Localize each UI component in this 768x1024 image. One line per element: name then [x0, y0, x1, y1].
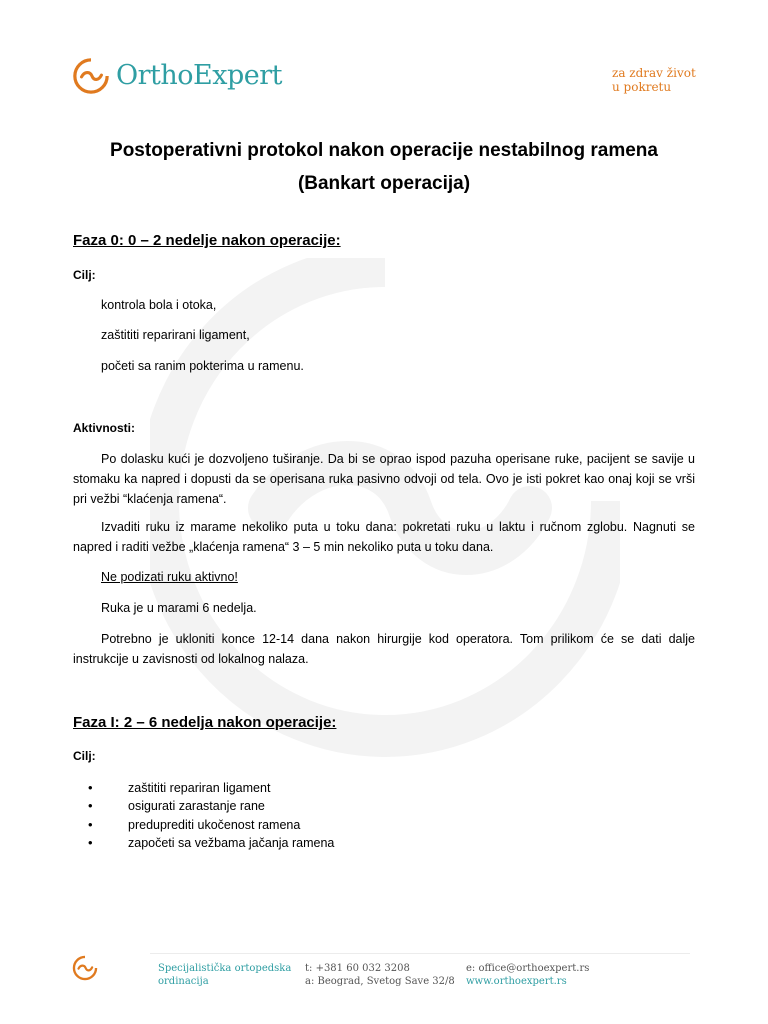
phase-0-goal-label: Cilj: [73, 268, 96, 282]
tagline-line-1: za zdrav život [612, 66, 696, 80]
bullet-icon: • [88, 798, 93, 813]
phase-0-heading: Faza 0: 0 – 2 nedelje nakon operacije: [73, 232, 341, 249]
footer-address: a: Beograd, Svetog Save 32/8 [305, 976, 455, 987]
warning-text: Ne podizati ruku aktivno! [101, 570, 238, 584]
footer-phone: t: +381 60 032 3208 [305, 963, 410, 974]
activities-paragraph-2: Izvaditi ruku iz marame nekoliko puta u toku dana: pokretati ruku u laktu i ručnom zglobu. Nagnuti se napred i raditi vežbe „klaćenja ramena“ 3 – 5 min nekoliko puta u toku dana. [73, 520, 695, 554]
brand-name: OrthoExpert [116, 60, 282, 91]
footer-logo-icon [72, 955, 98, 981]
phase-0-goal-1: kontrola bola i otoka, [101, 298, 217, 312]
list-item [88, 780, 270, 795]
list-item-text: osigurati zarastanje rane [128, 799, 265, 813]
footer-website-link[interactable]: www.orthoexpert.rs [466, 976, 567, 987]
list-item-text: preduprediti ukočenost ramena [128, 818, 301, 832]
stitches-paragraph: Potrebno je ukloniti konce 12-14 dana nakon hirurgije kod operatora. Tom prilikom će se dati dalje instrukcije u zavisnosti od lokalnog nalaza. [73, 632, 695, 666]
activities-paragraph-1: Po dolasku kući je dozvoljeno tuširanje. Da bi se oprao ispod pazuha operisane ruke, pacijent se savije u stomaku ka napred i dopusti da se operisana ruka pasivno odvoji od tela. Ovo je isti pokret kao onaj koji se vrši pri vežbi “klaćenja ramena“. [73, 452, 695, 506]
list-item-text: započeti sa vežbama jačanja ramena [128, 836, 335, 850]
bullet-icon: • [88, 780, 93, 795]
brand-tagline [612, 66, 722, 94]
footer-email[interactable]: e: office@orthoexpert.rs [466, 963, 590, 974]
list-item [88, 798, 265, 813]
bullet-icon: • [88, 835, 93, 850]
footer-clinic-line-2: ordinacija [158, 976, 209, 987]
phase-1-heading: Faza I: 2 – 6 nedelja nakon operacije: [73, 714, 337, 731]
list-item [88, 835, 334, 850]
document-title-line-1: Postoperativni protokol nakon operacije nestabilnog ramena [110, 140, 658, 161]
tagline-line-2: u pokretu [612, 80, 672, 94]
list-item-text: zaštititi repariran ligament [128, 781, 271, 795]
phase-0-goal-2: zaštititi reparirani ligament, [101, 328, 250, 342]
bullet-icon: • [88, 817, 93, 832]
list-item [88, 817, 300, 832]
phase-0-activities-label: Aktivnosti: [73, 421, 136, 435]
sling-paragraph: Ruka je u marami 6 nedelja. [101, 601, 257, 615]
phase-1-goal-label: Cilj: [73, 749, 96, 763]
orthoexpert-logo-icon [72, 56, 110, 96]
footer-divider [150, 953, 690, 954]
warning-paragraph [73, 567, 695, 587]
footer-clinic-line-1: Specijalistička ortopedska [158, 963, 292, 974]
document-title-line-2: (Bankart operacija) [297, 173, 471, 194]
phase-0-goal-3: početi sa ranim pokterima u ramenu. [101, 359, 304, 373]
